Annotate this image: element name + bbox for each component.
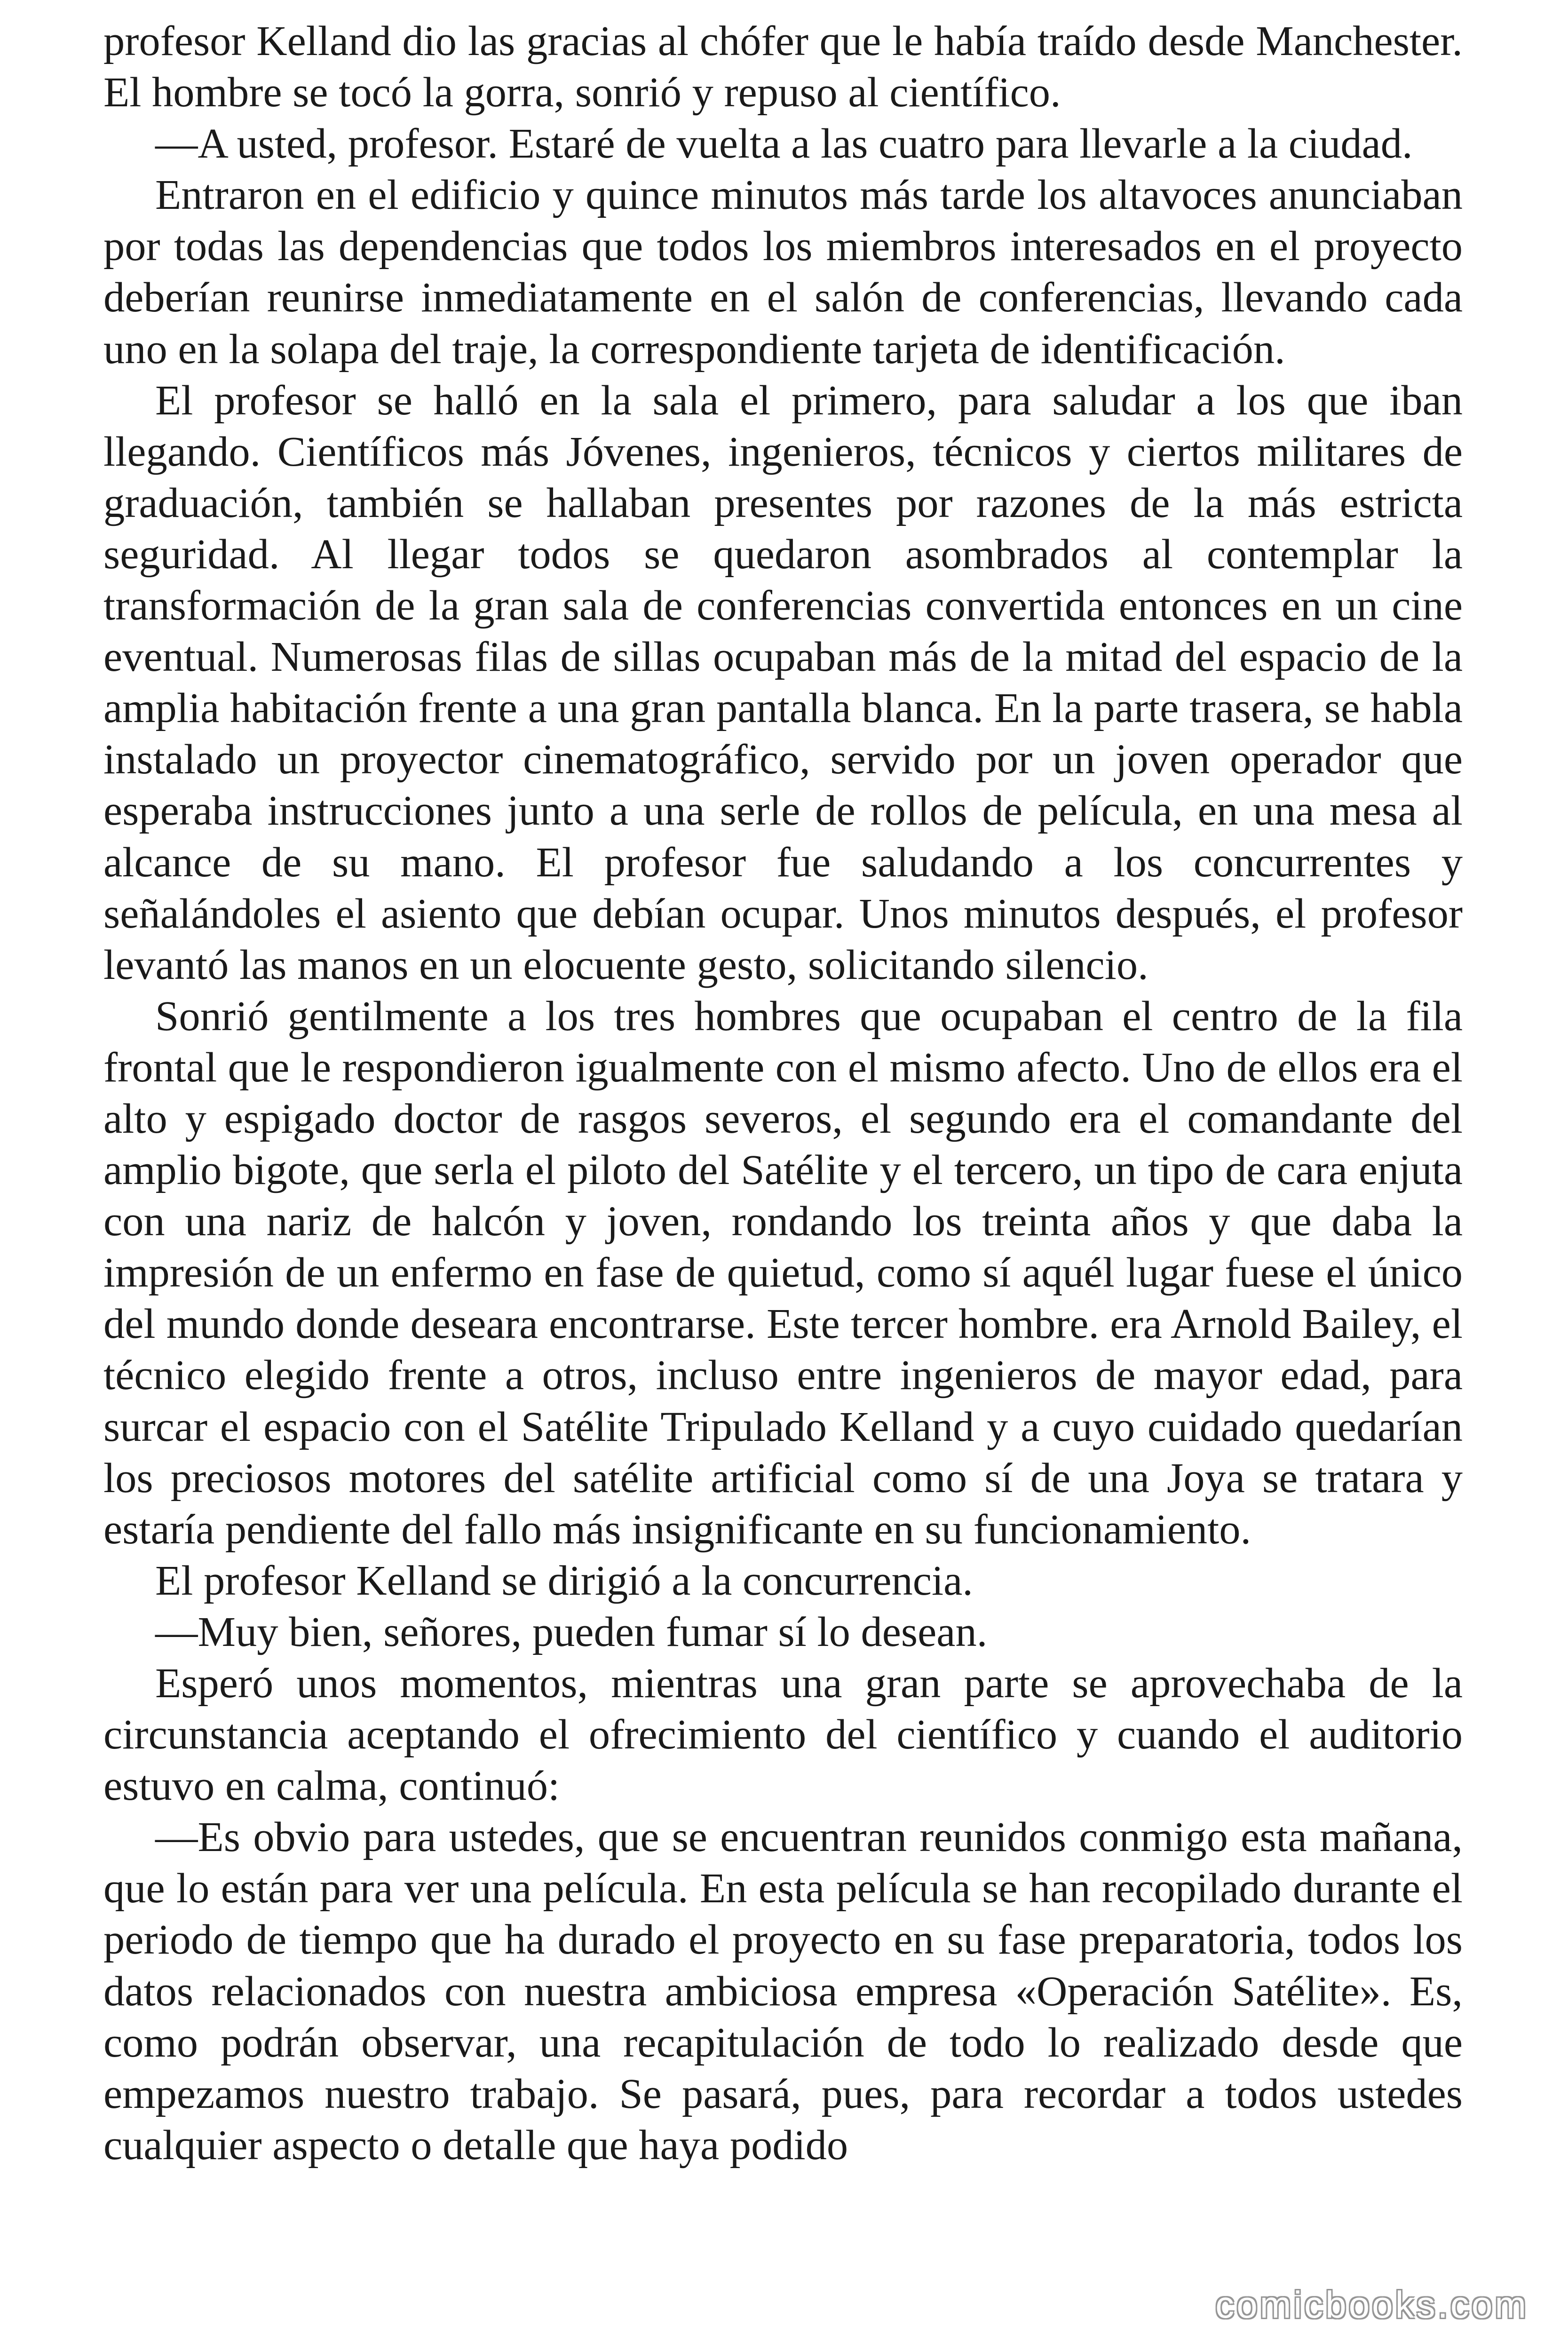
watermark: comicbooks.com <box>1215 2284 1528 2326</box>
paragraph-1: profesor Kelland dio las gracias al chófer que le había traído desde Manchester. El hombre se tocó la gorra, sonrió y repuso al científico. <box>103 17 1463 116</box>
paragraph-8: Esperó unos momentos, mientras una gran parte se aprovechaba de la circunstancia aceptando el ofrecimiento del científico y cuando el auditorio estuvo en calma, continuó: <box>103 1659 1463 1810</box>
paragraph-5: Sonrió gentilmente a los tres hombres que ocupaban el centro de la fila frontal que le respondieron igualmente con el mismo afecto. Uno de ellos era el alto y espigado doctor de rasgos severos, el segundo era el comandante del amplio bigote, que serla el piloto del Satélite y el tercero, un tipo de cara enjuta con una nariz de halcón y joven, rondando los treinta años y que daba la impresión de un enfermo en fase de quietud, como sí aquél lugar fuese el único del mundo donde deseara encontrarse. Este tercer hombre. era Arnold Bailey, el técnico elegido frente a otros, incluso entre ingenieros de mayor edad, para surcar el espacio con el Satélite Tripulado Kelland y a cuyo cuidado quedarían los preciosos motores del satélite artificial como sí de una Joya se tratara y estaría pendiente del fallo más insignificante en su funcionamiento. <box>103 992 1463 1553</box>
body-text <box>103 15 1463 2170</box>
paragraph-2: —A usted, profesor. Estaré de vuelta a las cuatro para llevarle a la ciudad. <box>155 119 1413 167</box>
paragraph-4: El profesor se halló en la sala el primero, para saludar a los que iban llegando. Científicos más Jóvenes, ingenieros, técnicos y ciertos militares de graduación, también se hallaban presentes por razones de la más estricta seguridad. Al llegar todos se quedaron asombrados al contemplar la transformación de la gran sala de conferencias convertida entonces en un cine eventual. Numerosas filas de sillas ocupaban más de la mitad del espacio de la amplia habitación frente a una gran pantalla blanca. En la parte trasera, se habla instalado un proyector cinematográfico, servido por un joven operador que esperaba instrucciones junto a una serle de rollos de película, en una mesa al alcance de su mano. El profesor fue saludando a los concurrentes y señalándoles el asiento que debían ocupar. Unos minutos después, el profesor levantó las manos en un elocuente gesto, solicitando silencio. <box>103 376 1463 988</box>
paragraph-6: El profesor Kelland se dirigió a la concurrencia. <box>155 1556 973 1604</box>
page-body <box>103 15 1463 2334</box>
paragraph-9: —Es obvio para ustedes, que se encuentran reunidos conmigo esta mañana, que lo están para ver una película. En esta película se han recopilado durante el periodo de tiempo que ha durado el proyecto en su fase preparatoria, todos los datos relacionados con nuestra ambiciosa empresa «Operación Satélite». Es, como podrán observar, una recapitulación de todo lo realizado desde que empezamos nuestro trabajo. Se pasará, pues, para recordar a todos ustedes cualquier aspecto o detalle que haya podido <box>103 1813 1463 2169</box>
paragraph-3: Entraron en el edificio y quince minutos más tarde los altavoces anunciaban por todas las dependencias que todos los miembros interesados en el proyecto deberían reunirse inmediatamente en el salón de conferencias, llevando cada uno en la solapa del traje, la correspondiente tarjeta de identificación. <box>103 171 1463 373</box>
paragraph-7: —Muy bien, señores, pueden fumar sí lo desean. <box>155 1607 988 1655</box>
